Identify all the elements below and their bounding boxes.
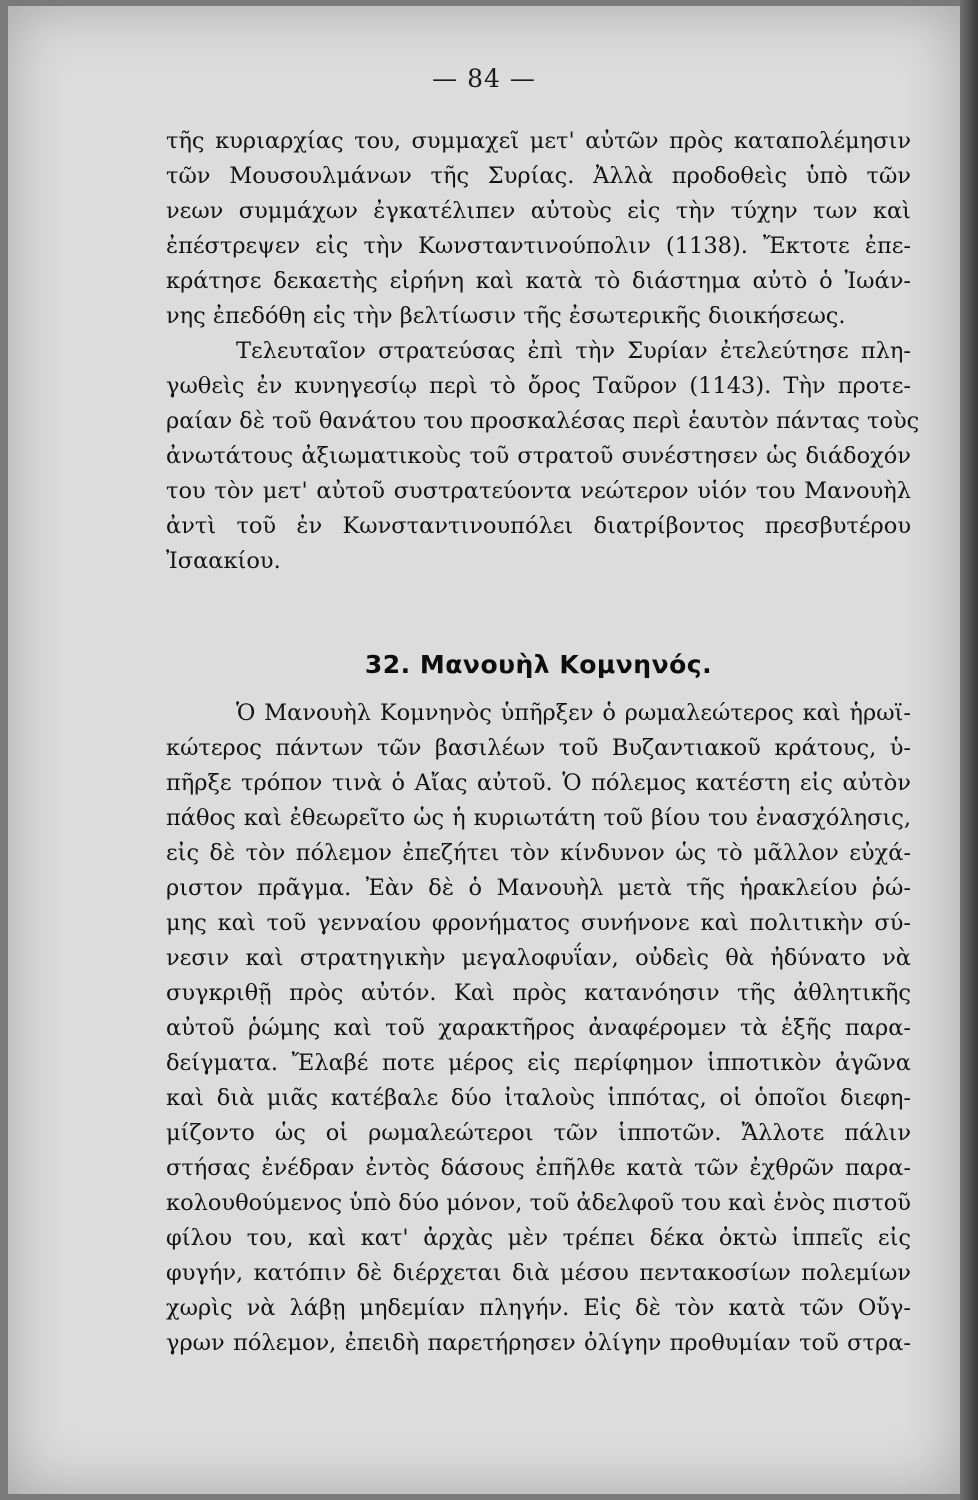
text-line: ριστον πρᾶγμα. Ἐὰν δὲ ὁ Μανουὴλ μετὰ τῆς ἡρακλείου ῥώ-: [166, 875, 911, 901]
text-line: φίλου του, καὶ κατ' ἀρχὰς μὲν τρέπει δέκα ὀκτὼ ἱππεῖς εἰς: [166, 1225, 911, 1251]
text-line: ἀνωτάτους ἀξιωματικοὺς τοῦ στρατοῦ συνέστησεν ὡς διάδοχόν: [166, 443, 911, 469]
text-line: του τὸν μετ' αὐτοῦ συστρατεύοντα νεώτερον υἱόν του Μανουὴλ: [166, 478, 911, 504]
text-line: γωθεὶς ἐν κυνηγεσίῳ περὶ τὸ ὄρος Ταῦρον (1143). Τὴν προτε-: [166, 373, 911, 399]
text-line: μης καὶ τοῦ γενναίου φρονήματος συνήνονε καὶ πολιτικὴν σύ-: [166, 910, 911, 936]
paragraph-1: [166, 124, 911, 334]
text-line: ἐπέστρεψεν εἰς τὴν Κωνσταντινούπολιν (1138). Ἔκτοτε ἐπε-: [166, 233, 911, 259]
page-edge-shadow: [960, 0, 978, 1500]
text-line: γρων πόλεμον, ἐπειδὴ παρετήρησεν ὀλίγην προθυμίαν τοῦ στρα-: [166, 1330, 911, 1356]
text-line: εἰς δὲ τὸν πόλεμον ἐπεζήτει τὸν κίνδυνον ὡς τὸ μᾶλλον εὐχά-: [166, 840, 911, 866]
paragraph-3: [166, 696, 911, 1361]
text-line: νεων συμμάχων ἐγκατέλιπεν αὐτοὺς εἰς τὴν τύχην των καὶ: [166, 198, 911, 224]
text-line: δείγματα. Ἔλαβέ ποτε μέρος εἰς περίφημον ἱπποτικὸν ἀγῶνα: [166, 1050, 911, 1076]
text-line: τῶν Μουσουλμάνων τῆς Συρίας. Ἀλλὰ προδοθεὶς ὑπὸ τῶν: [166, 163, 911, 189]
text-line: χωρὶς νὰ λάβῃ μηδεμίαν πληγήν. Εἰς δὲ τὸν κατὰ τῶν Οὔγ-: [166, 1295, 911, 1321]
text-line: κολουθούμενος ὑπὸ δύο μόνον, τοῦ ἀδελφοῦ του καὶ ἑνὸς πιστοῦ: [166, 1190, 911, 1216]
text-line: ἀντὶ τοῦ ἐν Κωνσταντινουπόλει διατρίβοντος πρεσβυτέρου: [166, 513, 911, 539]
text-line: μίζοντο ὡς οἱ ρωμαλεώτεροι τῶν ἱπποτῶν. Ἄλλοτε πάλιν: [166, 1120, 911, 1146]
text-line: ραίαν δὲ τοῦ θανάτου του προσκαλέσας περὶ ἑαυτὸν πάντας τοὺς: [166, 408, 920, 434]
section-heading: 32. Μανουὴλ Κομνηνός.: [364, 650, 713, 679]
text-line: Ἰσαακίου.: [166, 548, 281, 574]
text-line: νεσιν καὶ στρατηγικὴν μεγαλοφυΐαν, οὐδεὶς θὰ ἠδύνατο νὰ: [166, 945, 911, 971]
text-line: νης ἐπεδόθη εἰς τὴν βελτίωσιν τῆς ἐσωτερικῆς διοικήσεως.: [166, 303, 846, 329]
text-line: κράτησε δεκαετὴς εἰρήνη καὶ κατὰ τὸ διάστημα αὐτὸ ὁ Ἰωάν-: [166, 268, 911, 294]
text-line: τῆς κυριαρχίας του, συμμαχεῖ μετ' αὐτῶν πρὸς καταπολέμησιν: [166, 128, 911, 154]
paragraph-2: [166, 334, 920, 579]
text-line: πῆρξε τρόπον τινὰ ὁ Αἴας αὐτοῦ. Ὁ πόλεμος κατέστη εἰς αὐτὸν: [166, 770, 911, 796]
text-line: συγκριθῇ πρὸς αὐτόν. Καὶ πρὸς κατανόησιν τῆς ἀθλητικῆς: [166, 980, 911, 1006]
text-line: αὐτοῦ ῥώμης καὶ τοῦ χαρακτῆρος ἀναφέρομεν τὰ ἑξῆς παρα-: [166, 1015, 911, 1041]
text-line: Ὁ Μανουὴλ Κομνηνὸς ὑπῆρξεν ὁ ρωμαλεώτερος καὶ ἡρωϊ-: [236, 700, 911, 726]
book-page: [8, 6, 960, 1494]
section-heading-block: [166, 634, 911, 696]
text-line: φυγήν, κατόπιν δὲ διέρχεται διὰ μέσου πεντακοσίων πολεμίων: [166, 1260, 911, 1286]
text-line: στήσας ἐνέδραν ἐντὸς δάσους ἐπῆλθε κατὰ τῶν ἐχθρῶν παρα-: [166, 1155, 911, 1181]
page-number: — 84 —: [432, 64, 536, 93]
text-line: πάθος καὶ ἐθεωρεῖτο ὡς ἡ κυριωτάτη τοῦ βίου του ἐνασχόλησις,: [166, 805, 911, 831]
text-line: καὶ διὰ μιᾶς κατέβαλε δύο ἰταλοὺς ἱππότας, οἱ ὁποῖοι διεφη-: [166, 1085, 911, 1111]
text-line: Τελευταῖον στρατεύσας ἐπὶ τὴν Συρίαν ἐτελεύτησε πλη-: [236, 338, 911, 364]
text-line: κώτερος πάντων τῶν βασιλέων τοῦ Βυζαντιακοῦ κράτους, ὑ-: [166, 735, 911, 761]
